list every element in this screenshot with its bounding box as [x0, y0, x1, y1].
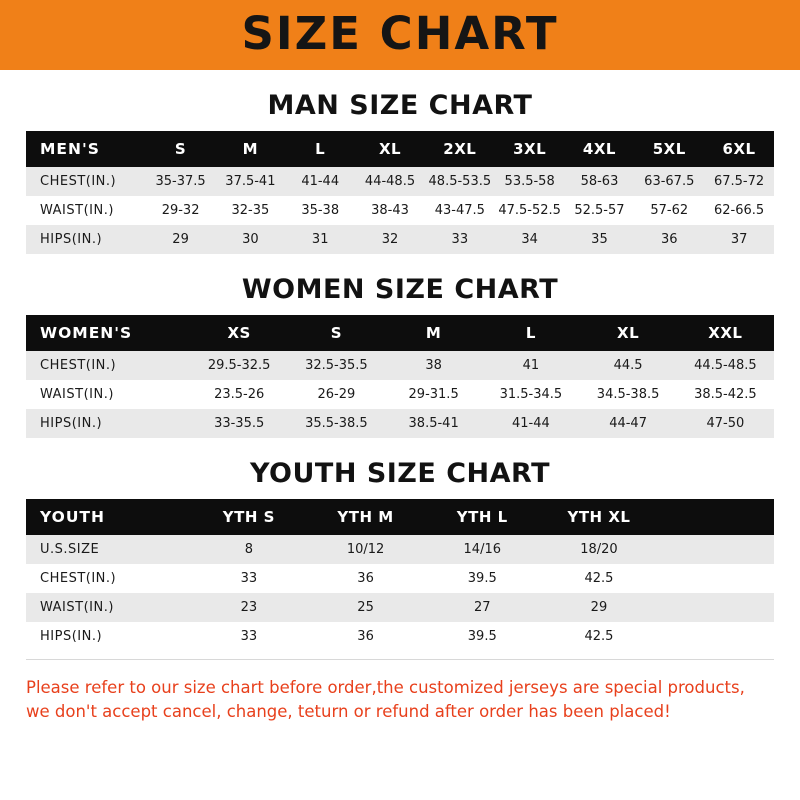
cell: 29-32 [146, 196, 216, 225]
table-row [26, 593, 774, 622]
cell: 44.5-48.5 [677, 351, 774, 380]
cell: 44-48.5 [355, 167, 425, 196]
cell [657, 593, 774, 622]
cell: 35-38 [285, 196, 355, 225]
col-header-4xl: 4XL [565, 131, 635, 167]
cell: 63-67.5 [634, 167, 704, 196]
cell: 18/20 [541, 535, 658, 564]
table-wrap-man [0, 131, 800, 254]
cell: 37 [704, 225, 774, 254]
cell: 25 [307, 593, 424, 622]
col-header-xxl: XXL [677, 315, 774, 351]
cell: 38.5-42.5 [677, 380, 774, 409]
cell: 10/12 [307, 535, 424, 564]
cell: 29 [146, 225, 216, 254]
size-table-women [26, 315, 774, 438]
section-man [0, 90, 800, 254]
col-header-xl: XL [355, 131, 425, 167]
col-header-xs: XS [191, 315, 288, 351]
col-header-xl: XL [579, 315, 676, 351]
header-banner [0, 0, 800, 70]
table-wrap-youth [0, 499, 800, 651]
cell: 32 [355, 225, 425, 254]
cell: 57-62 [634, 196, 704, 225]
section-title-man: MAN SIZE CHART [267, 90, 533, 121]
cell: 41 [482, 351, 579, 380]
row-label-waist: WAIST(IN.) [26, 380, 191, 409]
col-header-6xl: 6XL [704, 131, 774, 167]
cell: 8 [191, 535, 308, 564]
col-header-youth: YOUTH [26, 499, 191, 535]
cell: 33 [191, 564, 308, 593]
size-table-man [26, 131, 774, 254]
section-title-women: WOMEN SIZE CHART [241, 274, 559, 305]
col-header-yth-m: YTH M [307, 499, 424, 535]
cell: 42.5 [541, 564, 658, 593]
col-header-yth-l: YTH L [424, 499, 541, 535]
table-row [26, 535, 774, 564]
cell [657, 564, 774, 593]
row-label-us-size: U.S.SIZE [26, 535, 191, 564]
cell: 31 [285, 225, 355, 254]
col-header-yth-s: YTH S [191, 499, 308, 535]
table-row [26, 351, 774, 380]
table-row [26, 225, 774, 254]
col-header-womens: WOMEN'S [26, 315, 191, 351]
row-label-waist: WAIST(IN.) [26, 196, 146, 225]
table-row [26, 409, 774, 438]
table-row [26, 380, 774, 409]
cell: 34.5-38.5 [579, 380, 676, 409]
col-header-3xl: 3XL [495, 131, 565, 167]
col-header-s: S [288, 315, 385, 351]
table-row [26, 167, 774, 196]
section-title-youth: YOUTH SIZE CHART [249, 458, 551, 489]
col-header-yth-xl: YTH XL [541, 499, 658, 535]
cell: 44.5 [579, 351, 676, 380]
cell: 34 [495, 225, 565, 254]
cell: 43-47.5 [425, 196, 495, 225]
cell: 31.5-34.5 [482, 380, 579, 409]
cell: 29.5-32.5 [191, 351, 288, 380]
col-header-l: L [482, 315, 579, 351]
cell [657, 535, 774, 564]
footer-note-line-1: Please refer to our size chart before order,the customized jerseys are special products, [26, 678, 745, 697]
cell: 52.5-57 [565, 196, 635, 225]
cell: 35 [565, 225, 635, 254]
col-header-empty [657, 499, 774, 535]
cell: 36 [634, 225, 704, 254]
cell: 32-35 [215, 196, 285, 225]
cell: 33-35.5 [191, 409, 288, 438]
col-header-mens: MEN'S [26, 131, 146, 167]
cell: 37.5-41 [215, 167, 285, 196]
col-header-2xl: 2XL [425, 131, 495, 167]
row-label-hips: HIPS(IN.) [26, 409, 191, 438]
row-label-chest: CHEST(IN.) [26, 564, 191, 593]
cell: 33 [191, 622, 308, 651]
cell: 38-43 [355, 196, 425, 225]
table-row [26, 196, 774, 225]
cell: 33 [425, 225, 495, 254]
cell: 39.5 [424, 622, 541, 651]
cell: 23 [191, 593, 308, 622]
table-row [26, 564, 774, 593]
col-header-m: M [215, 131, 285, 167]
cell: 26-29 [288, 380, 385, 409]
cell: 30 [215, 225, 285, 254]
row-label-hips: HIPS(IN.) [26, 225, 146, 254]
table-header-row [26, 131, 774, 167]
cell: 62-66.5 [704, 196, 774, 225]
cell: 47.5-52.5 [495, 196, 565, 225]
section-women [0, 274, 800, 438]
col-header-5xl: 5XL [634, 131, 704, 167]
footer-note-line-2: we don't accept cancel, change, teturn or refund after order has been placed! [26, 701, 671, 721]
cell: 38 [385, 351, 482, 380]
cell [657, 622, 774, 651]
cell: 41-44 [285, 167, 355, 196]
cell: 58-63 [565, 167, 635, 196]
footer-divider [26, 659, 774, 660]
cell: 29-31.5 [385, 380, 482, 409]
row-label-hips: HIPS(IN.) [26, 622, 191, 651]
row-label-chest: CHEST(IN.) [26, 167, 146, 196]
cell: 67.5-72 [704, 167, 774, 196]
cell: 23.5-26 [191, 380, 288, 409]
cell: 41-44 [482, 409, 579, 438]
table-header-row [26, 315, 774, 351]
section-youth [0, 458, 800, 651]
size-table-youth [26, 499, 774, 651]
cell: 38.5-41 [385, 409, 482, 438]
cell: 42.5 [541, 622, 658, 651]
cell: 32.5-35.5 [288, 351, 385, 380]
col-header-m: M [385, 315, 482, 351]
cell: 27 [424, 593, 541, 622]
cell: 39.5 [424, 564, 541, 593]
table-row [26, 622, 774, 651]
cell: 44-47 [579, 409, 676, 438]
cell: 14/16 [424, 535, 541, 564]
col-header-s: S [146, 131, 216, 167]
row-label-waist: WAIST(IN.) [26, 593, 191, 622]
cell: 35.5-38.5 [288, 409, 385, 438]
table-wrap-women [0, 315, 800, 438]
table-header-row [26, 499, 774, 535]
cell: 29 [541, 593, 658, 622]
cell: 35-37.5 [146, 167, 216, 196]
page-title: SIZE CHART [241, 6, 559, 60]
cell: 47-50 [677, 409, 774, 438]
cell: 48.5-53.5 [425, 167, 495, 196]
cell: 36 [307, 564, 424, 593]
footer-note [0, 676, 800, 724]
row-label-chest: CHEST(IN.) [26, 351, 191, 380]
cell: 53.5-58 [495, 167, 565, 196]
col-header-l: L [285, 131, 355, 167]
cell: 36 [307, 622, 424, 651]
